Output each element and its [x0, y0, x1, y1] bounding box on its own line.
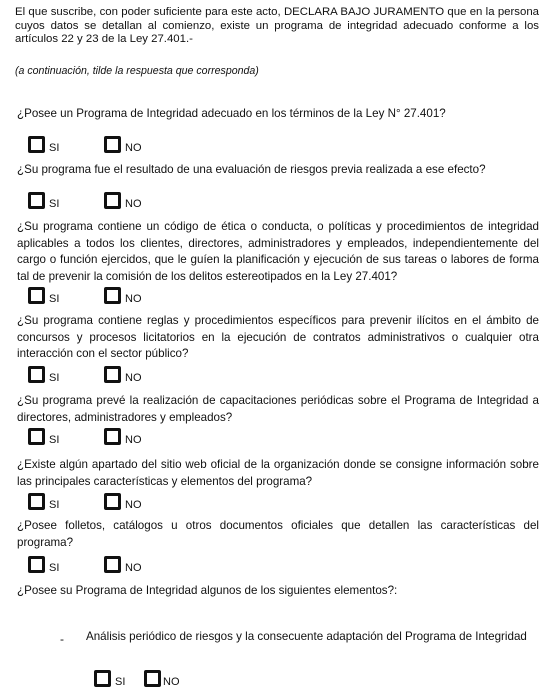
- question-1: ¿Posee un Programa de Integridad adecuado en los términos de la Ley N° 27.401?: [17, 107, 446, 120]
- checkbox-icon: [104, 287, 121, 304]
- answer-options-4: [28, 366, 268, 382]
- no-checkbox-7[interactable]: NO: [104, 556, 142, 576]
- checkbox-icon: [104, 366, 121, 383]
- checkbox-icon: [104, 136, 121, 153]
- question-5: ¿Su programa prevé la realización de capacitaciones periódicas sobre el Programa de Integridad a directores, administradores y empleados?: [17, 394, 539, 424]
- checkbox-icon: [28, 287, 45, 304]
- si-checkbox-2[interactable]: SI: [28, 192, 59, 212]
- checkbox-icon: [28, 136, 45, 153]
- answer-options-3: [28, 287, 268, 303]
- answer-options-1: [28, 136, 268, 152]
- answer-options-6: [28, 493, 268, 509]
- no-checkbox-4[interactable]: NO: [104, 366, 142, 386]
- question-7: ¿Posee folletos, catálogos u otros documentos oficiales que detallen las características del programa?: [17, 519, 539, 549]
- checkbox-icon: [104, 493, 121, 510]
- question-8: ¿Posee su Programa de Integridad algunos de los siguientes elementos?:: [17, 584, 398, 597]
- checkbox-icon: [104, 428, 121, 445]
- no-checkbox-2[interactable]: NO: [104, 192, 142, 212]
- checkbox-icon: [144, 670, 161, 687]
- checkbox-icon: [28, 556, 45, 573]
- checkbox-icon: [94, 670, 111, 687]
- checkbox-icon: [28, 192, 45, 209]
- answer-options-sub-1: [94, 670, 334, 686]
- answer-options-7: [28, 556, 268, 572]
- checkbox-icon: [28, 366, 45, 383]
- checkbox-icon: [28, 493, 45, 510]
- si-checkbox-4[interactable]: SI: [28, 366, 59, 386]
- answer-options-2: [28, 192, 268, 208]
- question-4: ¿Su programa contiene reglas y procedimientos específicos para prevenir ilícitos en el ámbito de concursos y procesos licitatorios en la ejecución de contratos administrativos o cualquier otra interacción con el sector público?: [17, 314, 539, 360]
- list-bullet: -: [60, 632, 64, 646]
- no-checkbox-3[interactable]: NO: [104, 287, 142, 307]
- no-checkbox-sub-1[interactable]: NO: [144, 670, 180, 690]
- checkbox-icon: [104, 192, 121, 209]
- checkbox-icon: [28, 428, 45, 445]
- sub-item-text: Análisis periódico de riesgos y la consecuente adaptación del Programa de Integridad: [86, 630, 527, 643]
- instruction-note: (a continuación, tilde la respuesta que corresponda): [15, 65, 259, 77]
- no-checkbox-1[interactable]: NO: [104, 136, 142, 156]
- checkbox-icon: [104, 556, 121, 573]
- si-checkbox-7[interactable]: SI: [28, 556, 59, 576]
- answer-options-5: [28, 428, 268, 444]
- no-checkbox-6[interactable]: NO: [104, 493, 142, 513]
- no-checkbox-5[interactable]: NO: [104, 428, 142, 448]
- si-checkbox-sub-1[interactable]: SI: [94, 670, 125, 690]
- si-checkbox-3[interactable]: SI: [28, 287, 59, 307]
- si-checkbox-6[interactable]: SI: [28, 493, 59, 513]
- question-2: ¿Su programa fue el resultado de una evaluación de riesgos previa realizada a ese efecto?: [17, 163, 486, 176]
- si-checkbox-1[interactable]: SI: [28, 136, 59, 156]
- declaration-text: El que suscribe, con poder suficiente para este acto, DECLARA BAJO JURAMENTO que en la persona cuyos datos se detallan al comienzo, existe un programa de integridad adecuado conforme a los artículos 22 y 23 de la Ley 27.401.-: [15, 6, 539, 45]
- question-3: ¿Su programa contiene un código de ética o conducta, o políticas y procedimientos de integridad aplicables a todos los clientes, directores, administradores y empleados, independientemente del cargo o función ejercidos, que le guíen la planificación y ejecución de sus tareas o labores de forma tal de prevenir la comisión de los delitos estereotipados en la Ley 27.401?: [17, 220, 539, 283]
- si-checkbox-5[interactable]: SI: [28, 428, 59, 448]
- question-6: ¿Existe algún apartado del sitio web oficial de la organización donde se consigne información sobre las principales características y elementos del programa?: [17, 458, 539, 488]
